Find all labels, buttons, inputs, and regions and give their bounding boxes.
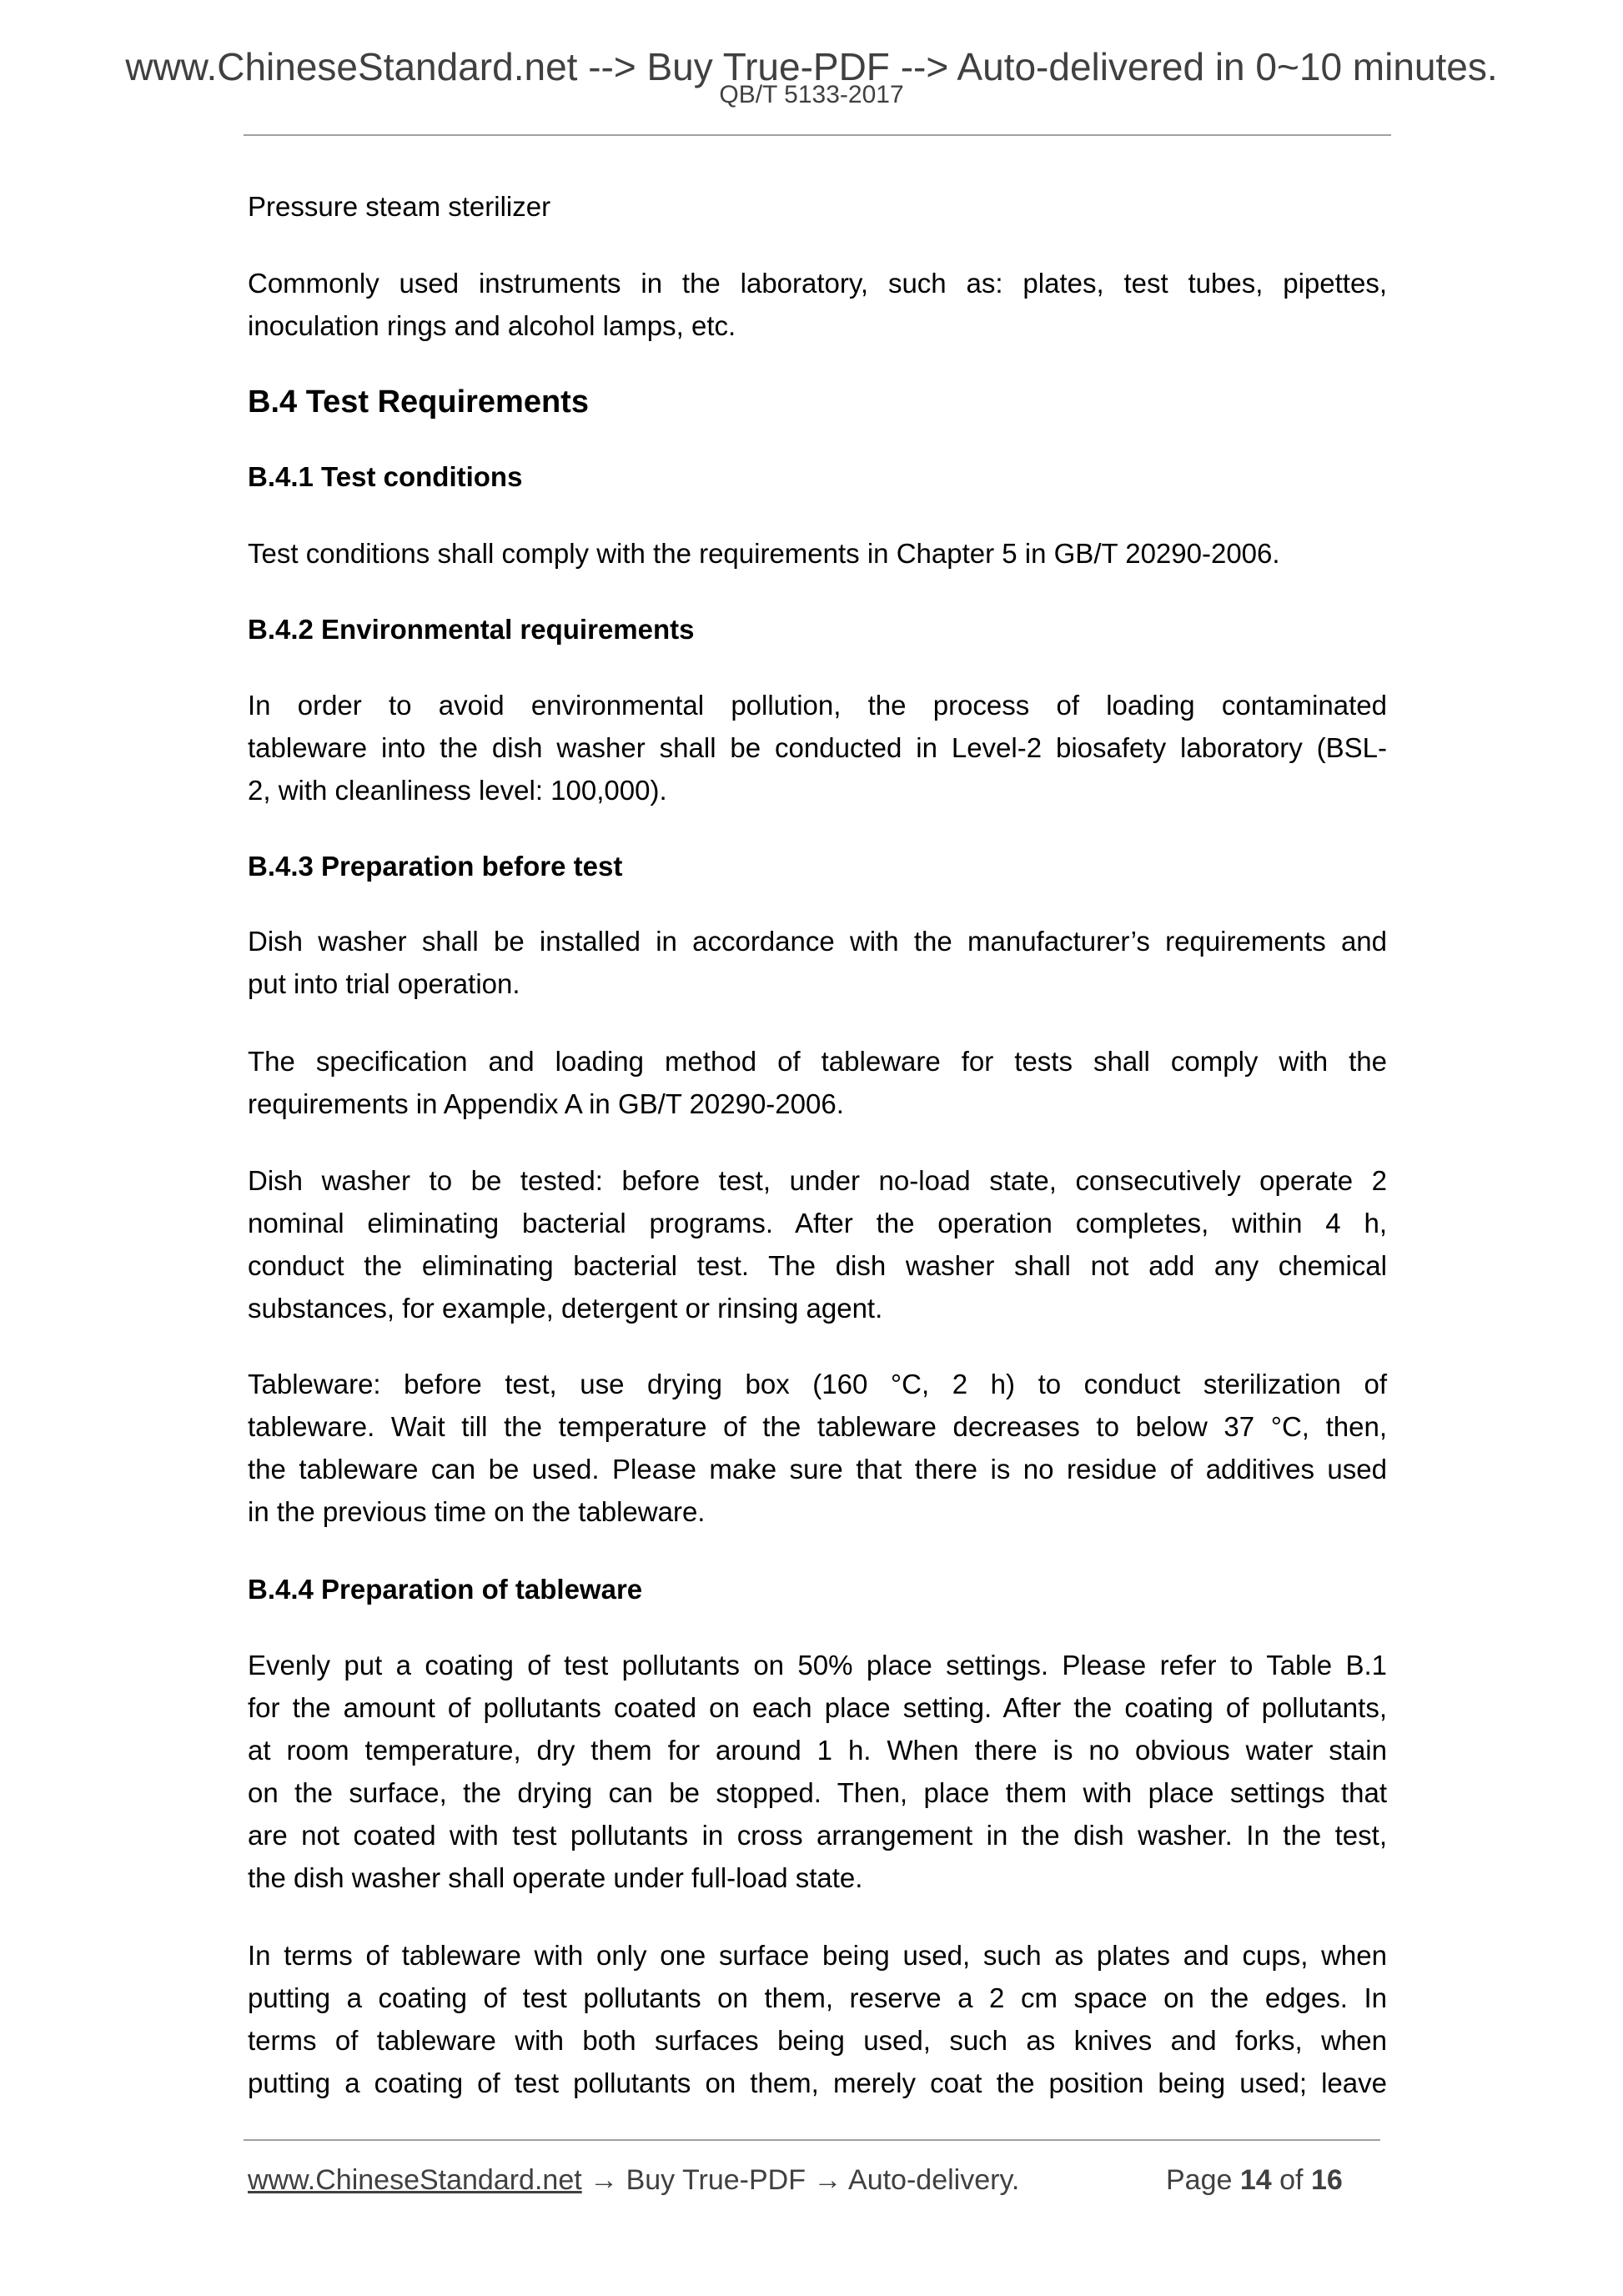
footer-site-link[interactable]: www.ChineseStandard.net	[248, 2164, 582, 2196]
paragraph	[248, 185, 1387, 228]
page-label: Page	[1166, 2164, 1233, 2196]
text-line: Dish washer to be tested: before test, under no-load state, consecutively operate 2	[248, 1165, 1387, 1196]
text-line: putting a coating of test pollutants on them, merely coat the position being used; leave	[248, 2067, 1387, 2098]
text-line: substances, for example, detergent or rinsing agent.	[248, 1293, 883, 1324]
paragraph	[248, 684, 1387, 811]
text-line: the dish washer shall operate under full-load state.	[248, 1862, 863, 1893]
paragraph	[248, 1363, 1387, 1533]
text-line: Tableware: before test, use drying box (160 °C, 2 h) to conduct sterilization of	[248, 1369, 1387, 1399]
paragraph	[248, 262, 1387, 347]
page-indicator	[1166, 2160, 1343, 2200]
text-line: inoculation rings and alcohol lamps, etc.	[248, 310, 736, 341]
text-line: In order to avoid environmental pollution, the process of loading contaminated	[248, 690, 1387, 721]
section-heading-b42: B.4.2 Environmental requirements	[248, 614, 695, 645]
text-line: tableware. Wait till the temperature of the tableware decreases to below 37 °C, then,	[248, 1411, 1387, 1442]
paragraph	[248, 532, 1387, 575]
section-heading-b44: B.4.4 Preparation of tableware	[248, 1574, 643, 1605]
paragraph	[248, 1040, 1387, 1125]
document-code: QB/T 5133-2017	[719, 81, 904, 108]
text-line: on the surface, the drying can be stopped. Then, place them with place settings that	[248, 1777, 1387, 1808]
text-line: terms of tableware with both surfaces being used, such as knives and forks, when	[248, 2025, 1387, 2056]
page-total: 16	[1310, 2164, 1343, 2196]
text-line: conduct the eliminating bacterial test. The dish washer shall not add any chemical	[248, 1250, 1387, 1281]
footer-delivery-text: Auto-delivery.	[848, 2164, 1020, 2196]
text-line: The specification and loading method of tableware for tests shall comply with the	[248, 1046, 1387, 1077]
section-heading-b43: B.4.3 Preparation before test	[248, 851, 623, 882]
footer-divider	[244, 2139, 1380, 2141]
header-banner: www.ChineseStandard.net --> Buy True-PDF --> Auto-delivered in 0~10 minutes.	[125, 45, 1498, 88]
footer-promo	[248, 2160, 1019, 2200]
text-line: for the amount of pollutants coated on each place setting. After the coating of pollutants,	[248, 1692, 1387, 1723]
text-line: the tableware can be used. Please make sure that there is no residue of additives used	[248, 1454, 1387, 1485]
paragraph	[248, 1934, 1387, 2104]
footer-buy-text: Buy True-PDF	[626, 2164, 806, 2196]
paragraph	[248, 1644, 1387, 1899]
section-heading-b4: B.4 Test Requirements	[248, 384, 589, 420]
section-heading-b41: B.4.1 Test conditions	[248, 461, 523, 492]
text-line: nominal eliminating bacterial programs. After the operation completes, within 4 h,	[248, 1208, 1387, 1238]
text-line: in the previous time on the tableware.	[248, 1496, 706, 1527]
paragraph	[248, 920, 1387, 1005]
text-line: Evenly put a coating of test pollutants on 50% place settings. Please refer to Table B.1	[248, 1650, 1387, 1681]
text-line: put into trial operation.	[248, 968, 520, 999]
text-line: Pressure steam sterilizer	[248, 191, 551, 222]
page-number: 14	[1239, 2164, 1272, 2196]
text-line: In terms of tableware with only one surface being used, such as plates and cups, when	[248, 1940, 1387, 1971]
text-line: requirements in Appendix A in GB/T 20290-2006.	[248, 1088, 844, 1119]
text-line: are not coated with test pollutants in cross arrangement in the dish washer. In the test,	[248, 1820, 1387, 1851]
text-line: tableware into the dish washer shall be conducted in Level-2 biosafety laboratory (BSL-	[248, 732, 1387, 763]
text-line: Dish washer shall be installed in accordance with the manufacturer’s requirements and	[248, 926, 1387, 957]
text-line: at room temperature, dry them for around 1 h. When there is no obvious water stain	[248, 1735, 1387, 1766]
arrow-right-icon: →	[590, 2164, 619, 2196]
header-divider	[244, 134, 1391, 136]
text-line: Commonly used instruments in the laboratory, such as: plates, test tubes, pipettes,	[248, 268, 1387, 299]
text-line: Test conditions shall comply with the requirements in Chapter 5 in GB/T 20290-2006.	[248, 538, 1280, 569]
paragraph	[248, 1159, 1387, 1329]
arrow-right-icon: →	[813, 2164, 842, 2196]
text-line: putting a coating of test pollutants on them, reserve a 2 cm space on the edges. In	[248, 1982, 1387, 2013]
of-label: of	[1279, 2164, 1304, 2196]
text-line: 2, with cleanliness level: 100,000).	[248, 775, 667, 806]
